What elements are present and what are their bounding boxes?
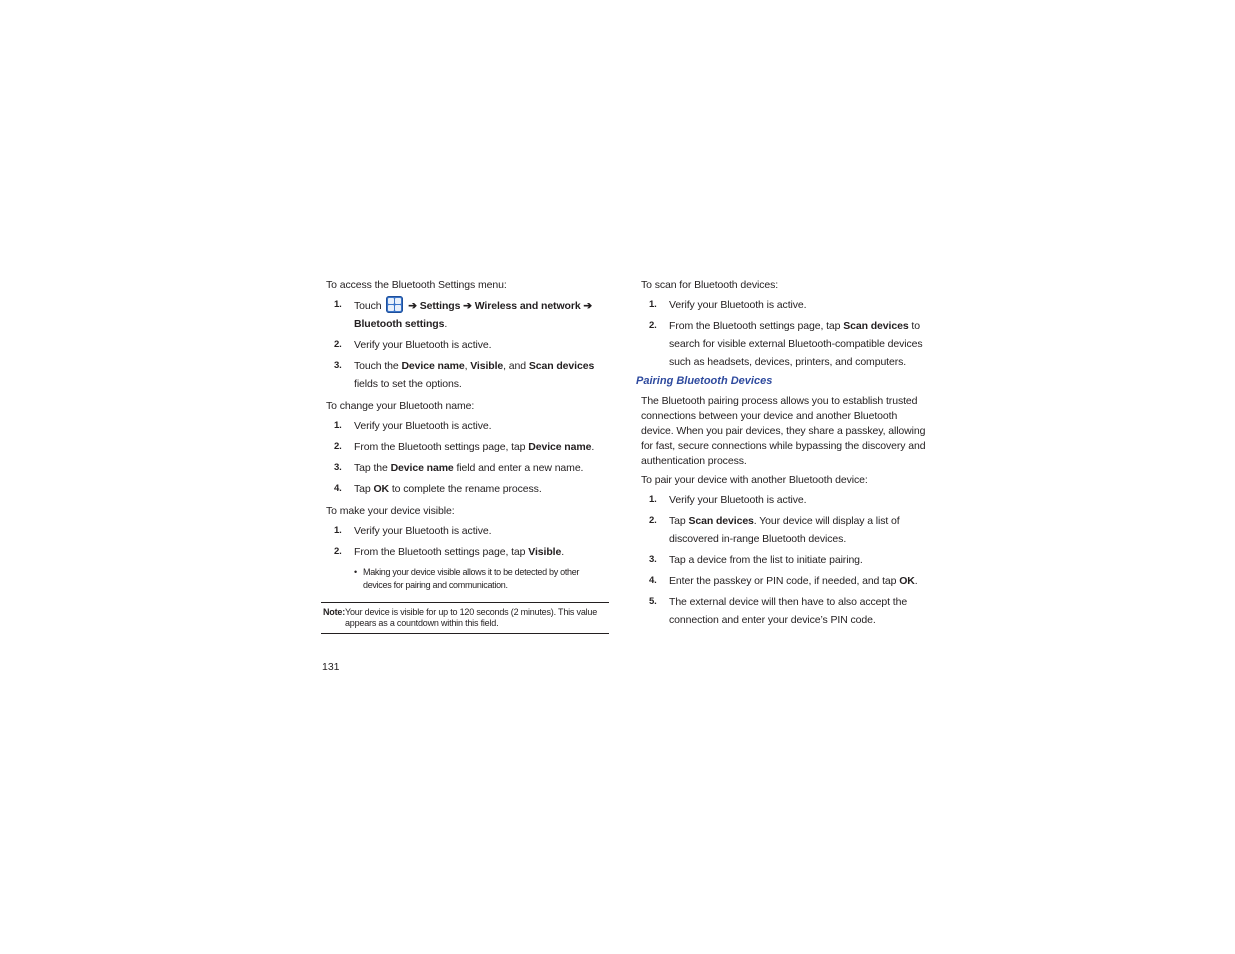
list-item: 4. Enter the passkey or PIN code, if needed, and tap OK.	[649, 575, 918, 587]
apps-grid-icon	[386, 296, 403, 313]
note-text: Your device is visible for up to 120 seconds (2 minutes). This value appears as a countdown within this field.	[345, 607, 598, 628]
list-item: 1. Verify your Bluetooth is active.	[649, 299, 807, 311]
right-column	[636, 276, 926, 629]
note-label: Note:	[323, 607, 345, 617]
list-item: 2. Verify your Bluetooth is active.	[334, 339, 492, 351]
intro-change-name: To change your Bluetooth name:	[326, 400, 475, 412]
intro-access-settings: To access the Bluetooth Settings menu:	[326, 279, 507, 291]
steps-change-name	[321, 417, 609, 498]
list-item: 1. Touch ➔ Settings ➔ Wireless and network ➔ Bluetooth settings.	[321, 296, 609, 333]
page-number: 131	[322, 661, 340, 673]
list-item: 2. From the Bluetooth settings page, tap Scan devices to search for visible external Bluetooth-compatible devices such as headsets, devices, printers, and computers.	[649, 320, 923, 368]
list-item: 4. Tap OK to complete the rename process.	[334, 483, 542, 495]
list-item: 1. Verify your Bluetooth is active.	[334, 420, 492, 432]
section-heading: Pairing Bluetooth Devices	[636, 375, 773, 387]
list-item: 1. Verify your Bluetooth is active.	[334, 525, 492, 537]
list-item: 3. Tap the Device name field and enter a new name.	[334, 462, 584, 474]
steps-access-settings	[321, 296, 609, 393]
pairing-paragraph: The Bluetooth pairing process allows you to establish trusted connections between your device and another Bluetooth device. When you pair devices, they share a passkey, allowing for fast, secure connections while bypassing the discovery and authentication process.	[641, 395, 926, 467]
intro-pair: To pair your device with another Bluetooth device:	[641, 474, 868, 486]
list-item: 3. Touch the Device name, Visible, and Scan devices fields to set the options.	[334, 360, 595, 390]
list-item: 3. Tap a device from the list to initiate pairing.	[649, 554, 863, 566]
list-item: 2. From the Bluetooth settings page, tap Visible.	[334, 546, 565, 558]
list-item: 5. The external device will then have to also accept the connection and enter your device’s PIN code.	[649, 596, 908, 626]
visibility-bullet: • Making your device visible allows it to be detected by other devices for pairing and communication.	[354, 567, 580, 590]
left-column	[321, 276, 609, 634]
steps-make-visible	[321, 522, 609, 561]
note-box	[321, 602, 609, 634]
list-item: 2. Tap Scan devices. Your device will display a list of discovered in-range Bluetooth devices.	[649, 515, 900, 545]
list-item: 2. From the Bluetooth settings page, tap Device name.	[334, 441, 595, 453]
steps-pair	[636, 491, 926, 629]
intro-scan: To scan for Bluetooth devices:	[641, 279, 779, 291]
steps-scan	[636, 296, 926, 371]
intro-make-visible: To make your device visible:	[326, 505, 455, 517]
list-item: 1. Verify your Bluetooth is active.	[649, 494, 807, 506]
